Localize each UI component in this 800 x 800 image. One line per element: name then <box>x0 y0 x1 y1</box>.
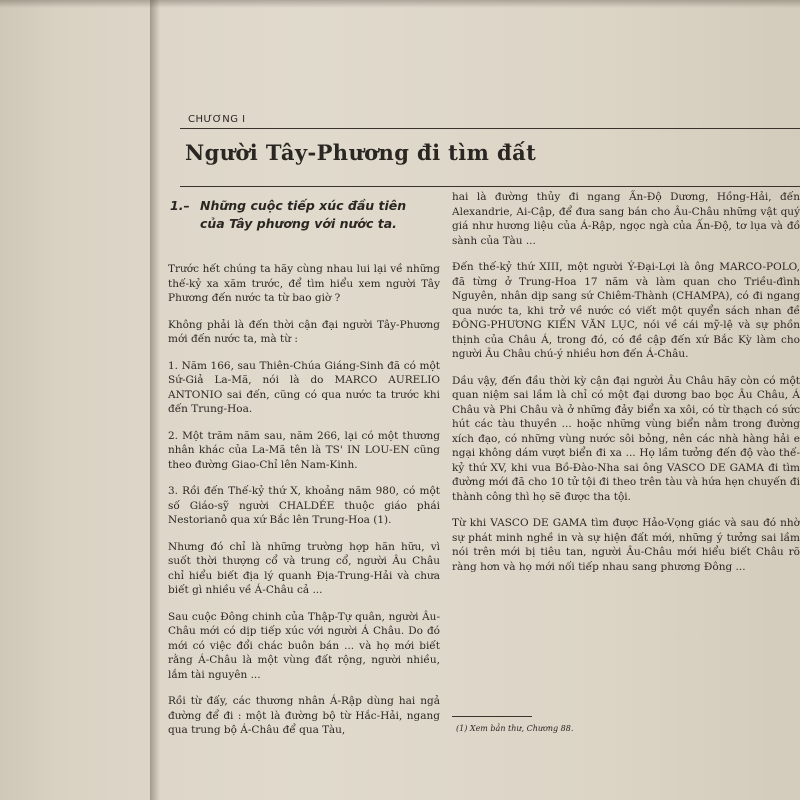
paragraph: hai là đường thủy đi ngang Ấn-Độ Dương, Hồng-Hải, đến Alexandrie, Ai-Cập, để đưa sang bán cho Âu-Châu những vật quý giá như hương liệu của Á-Rập, ngọc ngà của Ấn-Độ, tơ lụa và đồ sành của Tàu ... <box>452 191 800 247</box>
paragraph: Đến thế-kỷ thứ XIII, một người Ý-Đại-Lợi là ông MARCO-POLO, đã từng ở Trung-Hoa 17 năm và làm quan cho Triều-đình Nguyên, nhân dịp sang sứ Chiêm-Thành (CHAMPA), có đi ngang qua nước ta, khi trở về nước có viết một quyển sách nhan đề ĐÔNG-PHƯƠNG KIẾN VĂN LỤC, nói về cái mỹ-lệ và sự phồn thịnh của Châu Á, trong đó, có đề cập đến xứ Bắc Kỳ làm cho người Âu Châu chú-ý nhiều hơn đến Á-Châu. <box>452 261 800 360</box>
chapter-rule-top <box>180 128 800 129</box>
paragraph: 3. Rồi đến Thế-kỷ thứ X, khoảng năm 980, có một số Giáo-sỹ người CHALDÉE thuộc giáo phái Nestorianô qua xứ Bắc lên Trung-Hoa (1). <box>168 485 440 526</box>
section-heading-line2: của Tây phương với nước ta. <box>200 216 397 231</box>
left-text-column <box>168 262 440 750</box>
paragraph: Rồi từ đấy, các thương nhân Á-Rập dùng hai ngả đường để đi : một là đường bộ từ Hắc-Hải, ngang qua trung bộ Á-Châu để qua Tàu, <box>168 695 440 736</box>
paragraph: Sau cuộc Đông chinh của Thập-Tự quân, người Âu-Châu mới có dịp tiếp xúc với người Á Châu. Do đó mới có việc đổi chác buôn bán ... và họ mới biết rằng Á-Châu là một vùng đất rộng, người nhiều, lắm tài nguyên ... <box>168 610 440 681</box>
paragraph: Nhưng đó chỉ là những trường hợp hãn hữu, vì suốt thời thượng cổ và trung cổ, người Âu Châu chỉ hiểu biết địa lý quanh Địa-Trung-Hải và chưa biết gì nhiều về Á-Châu cả ... <box>168 540 440 596</box>
paragraph: 1. Năm 166, sau Thiên-Chúa Giáng-Sinh đã có một Sứ-Giả La-Mã, nói là do MARCO AURELIO ANTONIO sai đến, cũng có qua nước ta trước khi đến Trung-Hoa. <box>168 359 440 415</box>
chapter-title: Người Tây-Phương đi tìm đất <box>185 140 537 165</box>
right-text-column <box>452 190 800 586</box>
chapter-rule-bottom <box>180 186 800 187</box>
section-heading <box>170 197 440 233</box>
footnote-rule <box>452 716 532 717</box>
paragraph: Dầu vậy, đến đầu thời kỳ cận đại người Âu Châu hãy còn có một quan niệm sai lầm là chỉ có một đại dương bao bọc Âu Châu, Á Châu và Phi Châu và ở những đảy biển xa xôi, có từ thạch có sức hút các tàu thuyền ... hoặc những vùng biển nằm trong đường xích đạo, có những vùng nước sôi bỏng, nên các nhà hàng hải e ngại không dám vượt biển đi xa ... Họ lầm tưởng đến độ vào thế-kỷ thứ XV, khi vua Bồ-Đào-Nha sai ông VASCO DE GAMA đi tìm đường mới đã cho 10 tử tội đi theo trên tàu và hứa hẹn chuyến đi thành công thì họ sẽ được tha tội. <box>452 374 800 503</box>
section-heading-line1: Những cuộc tiếp xúc đầu tiên <box>200 198 407 213</box>
paragraph: Từ khi VASCO DE GAMA tìm được Hảo-Vọng giác và sau đó nhờ sự phát minh nghề in và sự hiện đất mới, những ý tưởng sai lầm nói trên mới bị tiêu tan, người Âu-Châu mới hiểu biết Châu rõ ràng hơn và họ mới nối tiếp nhau sang phương Đông ... <box>452 517 800 573</box>
page-binding-shadow <box>150 0 160 800</box>
footnote: (1) Xem bản thư, Chương 88. <box>456 724 574 733</box>
paragraph: Trước hết chúng ta hãy cùng nhau lui lại về những thế-kỷ xa xăm trước, để tìm hiểu xem người Tây Phương đến nước ta từ bao giờ ? <box>168 263 440 304</box>
paragraph: 2. Một trăm năm sau, năm 266, lại có một thương nhân khác của La-Mã tên là TS' IN LOU-EN cũng theo đường Giao-Chỉ lên Nam-Kinh. <box>168 429 440 471</box>
page-top-shadow <box>0 0 800 8</box>
section-number: 1.– <box>170 198 190 213</box>
chapter-label: CHƯƠNG I <box>188 114 246 125</box>
paragraph: Không phải là đến thời cận đại người Tây-Phương mới đến nước ta, mà từ : <box>168 318 440 345</box>
